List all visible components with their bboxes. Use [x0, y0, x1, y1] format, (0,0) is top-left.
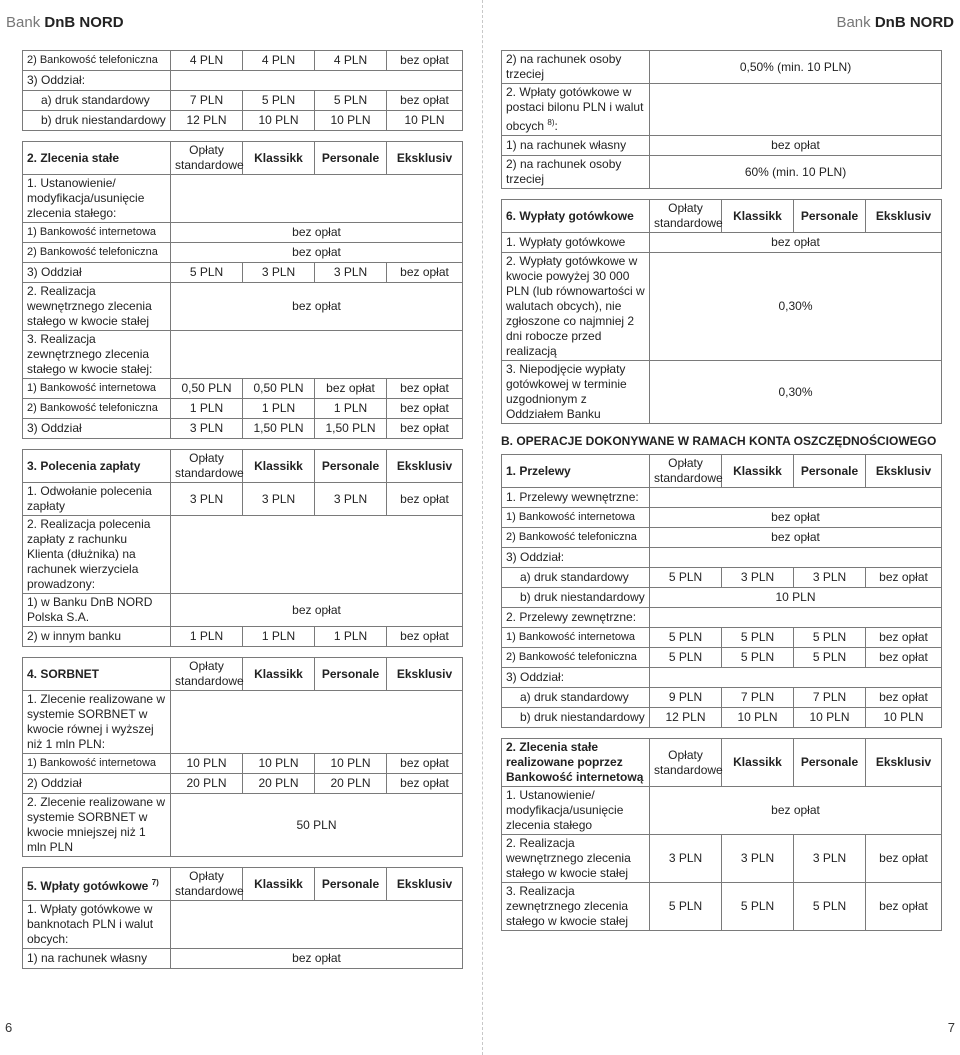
bank-logo-right: Bank DnB NORD: [836, 14, 954, 31]
table-row: 1) Bankowość internetowa bez opłat: [502, 508, 942, 528]
table-row: a) druk standardowy 5 PLN 3 PLN 3 PLN bez opłat: [502, 568, 942, 588]
table-row: 2) Oddział 20 PLN 20 PLN 20 PLN bez opłat: [23, 774, 463, 794]
table-row: 2. Przelewy zewnętrzne:: [502, 608, 942, 628]
bank-logo-left: Bank DnB NORD: [6, 14, 124, 31]
table-row: 2. Wypłaty gotówkowe w kwocie powyżej 30 000 PLN (lub równowartości w walutach obcych), nie zgłoszone co najmniej 2 dni robocze przed realizacją 0,30%: [502, 253, 942, 361]
section-b-title: B. OPERACJE DOKONYWANE W RAMACH KONTA OSZCZĘDNOŚCIOWEGO: [501, 434, 937, 448]
table-row: 2) na rachunek osoby trzeciej 60% (min. 10 PLN): [502, 156, 942, 189]
wyplaty-table: [501, 199, 942, 424]
table-row: 1) Bankowość internetowa bez opłat: [23, 223, 463, 243]
table-row: 1. Odwołanie polecenia zapłaty 3 PLN 3 PLN 3 PLN bez opłat: [23, 483, 463, 516]
table-header-row: 5. Wpłaty gotówkowe $^{7)}$ Opłaty standardowe Klassikk Personale Eksklusiv: [23, 868, 463, 901]
table-row: 3) Oddział:: [23, 71, 463, 91]
table-header-row: 1. Przelewy Opłaty standardowe Klassikk Personale Eksklusiv: [502, 455, 942, 488]
table-row: 2. Realizacja polecenia zapłaty z rachunku Klienta (dłużnika) na rachunek wierzyciela prowadzony:: [23, 516, 463, 594]
table-row: 2. Realizacja wewnętrznego zlecenia stałego w kwocie stałej 3 PLN 3 PLN 3 PLN bez opłat: [502, 835, 942, 883]
sorbnet-table: [22, 657, 463, 857]
table-row: 2. Wpłaty gotówkowe w postaci bilonu PLN i walut obcych $^{8)}$:: [502, 84, 942, 136]
table-row: 1. Wpłaty gotówkowe w banknotach PLN i walut obcych:: [23, 901, 463, 949]
przelewy-table: [501, 454, 942, 728]
table-row: 2) Bankowość telefoniczna 1 PLN 1 PLN 1 PLN bez opłat: [23, 399, 463, 419]
table-row: 3. Niepodjęcie wypłaty gotówkowej w terminie uzgodnionym z Oddziałem Banku 0,30%: [502, 361, 942, 424]
table-row: 3) Oddział 5 PLN 3 PLN 3 PLN bez opłat: [23, 263, 463, 283]
zlecenia-stale-bi-table: [501, 738, 942, 931]
page-number-right: 7: [947, 1020, 955, 1035]
table-row: a) druk standardowy 7 PLN 5 PLN 5 PLN bez opłat: [23, 91, 463, 111]
table-row: 3) Oddział:: [502, 668, 942, 688]
table-row: 1) Bankowość internetowa 0,50 PLN 0,50 PLN bez opłat bez opłat: [23, 379, 463, 399]
table-row: 2) Bankowość telefoniczna bez opłat: [23, 243, 463, 263]
table-row: 3) Oddział 3 PLN 1,50 PLN 1,50 PLN bez opłat: [23, 419, 463, 439]
wplaty-table: [22, 867, 463, 969]
table-row: 1. Wypłaty gotówkowe bez opłat: [502, 233, 942, 253]
page-divider: [482, 0, 483, 1055]
table-row: 2) w innym banku 1 PLN 1 PLN 1 PLN bez opłat: [23, 627, 463, 647]
table-row: b) druk niestandardowy 12 PLN 10 PLN 10 PLN 10 PLN: [23, 111, 463, 131]
left-page: [22, 50, 462, 979]
table-row: 3. Realizacja zewnętrznego zlecenia stałego w kwocie stałej 5 PLN 5 PLN 5 PLN bez opłat: [502, 883, 942, 931]
right-page: [501, 50, 941, 941]
table-row: 1) w Banku DnB NORD Polska S.A. bez opłat: [23, 594, 463, 627]
table-header-row: 3. Polecenia zapłaty Opłaty standardowe Klassikk Personale Eksklusiv: [23, 450, 463, 483]
polecenia-zaplaty-table: [22, 449, 463, 647]
table-row: 2) Bankowość telefoniczna 5 PLN 5 PLN 5 PLN bez opłat: [502, 648, 942, 668]
table-row: 2. Realizacja wewnętrznego zlecenia stałego w kwocie stałej bez opłat: [23, 283, 463, 331]
table-row: 1) na rachunek własny bez opłat: [502, 136, 942, 156]
table-header-row: 6. Wypłaty gotówkowe Opłaty standardowe Klassikk Personale Eksklusiv: [502, 200, 942, 233]
table-row: b) druk niestandardowy 12 PLN 10 PLN 10 PLN 10 PLN: [502, 708, 942, 728]
table-row: 1) Bankowość internetowa 5 PLN 5 PLN 5 PLN bez opłat: [502, 628, 942, 648]
table-row: 2. Zlecenie realizowane w systemie SORBNET w kwocie mniejszej niż 1 mln PLN 50 PLN: [23, 794, 463, 857]
table-row: 1) Bankowość internetowa 10 PLN 10 PLN 10 PLN bez opłat: [23, 754, 463, 774]
page-number-left: 6: [5, 1020, 13, 1035]
table-header-row: 4. SORBNET Opłaty standardowe Klassikk Personale Eksklusiv: [23, 658, 463, 691]
table-row: a) druk standardowy 9 PLN 7 PLN 7 PLN bez opłat: [502, 688, 942, 708]
table-row: 1. Przelewy wewnętrzne:: [502, 488, 942, 508]
table-row: 1. Zlecenie realizowane w systemie SORBNET w kwocie równej i wyższej niż 1 mln PLN:: [23, 691, 463, 754]
wplaty-cont-table: [501, 50, 942, 189]
table-row: 3) Oddział:: [502, 548, 942, 568]
table-row: 1. Ustanowienie/ modyfikacja/usunięcie zlecenia stałego bez opłat: [502, 787, 942, 835]
table-row: 2) Bankowość telefoniczna bez opłat: [502, 528, 942, 548]
table-row: 2) Bankowość telefoniczna 4 PLN 4 PLN 4 PLN bez opłat: [23, 51, 463, 71]
table-header-row: 2. Zlecenia stałe realizowane poprzez Bankowość internetową Opłaty standardowe Klassikk Personale Eksklusiv: [502, 739, 942, 787]
table-row: 1. Ustanowienie/ modyfikacja/usunięcie zlecenia stałego:: [23, 175, 463, 223]
zlecenia-stale-table: [22, 141, 463, 439]
table-row: 2) na rachunek osoby trzeciej 0,50% (min. 10 PLN): [502, 51, 942, 84]
table-row: b) druk niestandardowy 10 PLN: [502, 588, 942, 608]
fees-table-top: [22, 50, 463, 131]
table-row: 1) na rachunek własny bez opłat: [23, 949, 463, 969]
table-header-row: 2. Zlecenia stałe Opłaty standardowe Klassikk Personale Eksklusiv: [23, 142, 463, 175]
table-row: 3. Realizacja zewnętrznego zlecenia stałego w kwocie stałej:: [23, 331, 463, 379]
